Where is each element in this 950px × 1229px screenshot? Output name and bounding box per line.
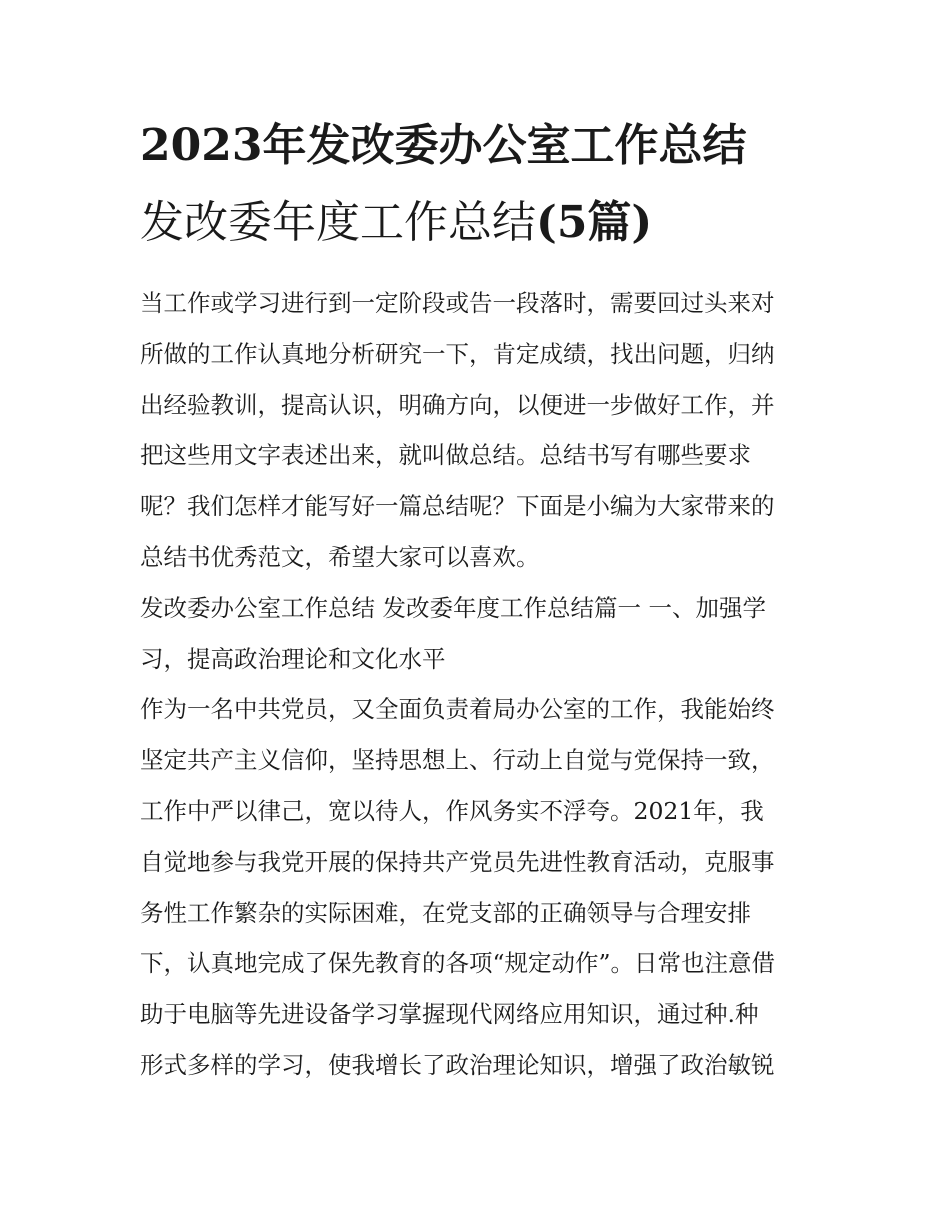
body-line: 自觉地参与我党开展的保持共产党员先进性教育活动，克服事: [140, 847, 775, 876]
body-line: 把这些用文字表述出来，就叫做总结。总结书写有哪些要求: [140, 441, 751, 470]
body-line: 务性工作繁杂的实际困难，在党支部的正确领导与合理安排: [140, 898, 751, 927]
document-title-line-2: [140, 187, 820, 259]
section-heading-line: 发改委办公室工作总结 发改委年度工作总结篇一 一、加强学: [140, 593, 766, 622]
title-line-2-paren: (5篇): [536, 197, 653, 248]
document-title-line-1: 2023年发改委办公室工作总结: [140, 120, 747, 171]
document-body: [140, 278, 820, 1091]
body-line: 所做的工作认真地分析研究一下，肯定成绩，找出问题，归纳: [140, 339, 775, 368]
body-line: 出经验教训，提高认识，明确方向，以便进一步做好工作，并: [140, 390, 775, 419]
section-heading-line: 习，提高政治理论和文化水平: [140, 644, 446, 673]
body-line: 工作中严以律己，宽以待人，作风务实不浮夸。2021年，我: [140, 796, 764, 825]
body-line: 助于电脑等先进设备学习掌握现代网络应用知识，通过种.种: [140, 1000, 759, 1029]
body-line: 呢？我们怎样才能写好一篇总结呢？下面是小编为大家带来的: [140, 492, 775, 521]
body-line: 总结书优秀范文，希望大家可以喜欢。: [140, 542, 540, 571]
body-line: 当工作或学习进行到一定阶段或告一段落时，需要回过头来对: [140, 289, 775, 317]
body-line: 作为一名中共党员，又全面负责着局办公室的工作，我能始终: [140, 695, 775, 724]
title-line-2-text: 发改委年度工作总结: [140, 197, 536, 248]
body-line: 坚定共产主义信仰，坚持思想上、行动上自觉与党保持一致，: [140, 746, 775, 775]
body-line: 下，认真地完成了保先教育的各项“规定动作”。日常也注意借: [140, 949, 776, 978]
body-line: 形式多样的学习，使我增长了政治理论知识，增强了政治敏锐: [140, 1050, 775, 1079]
